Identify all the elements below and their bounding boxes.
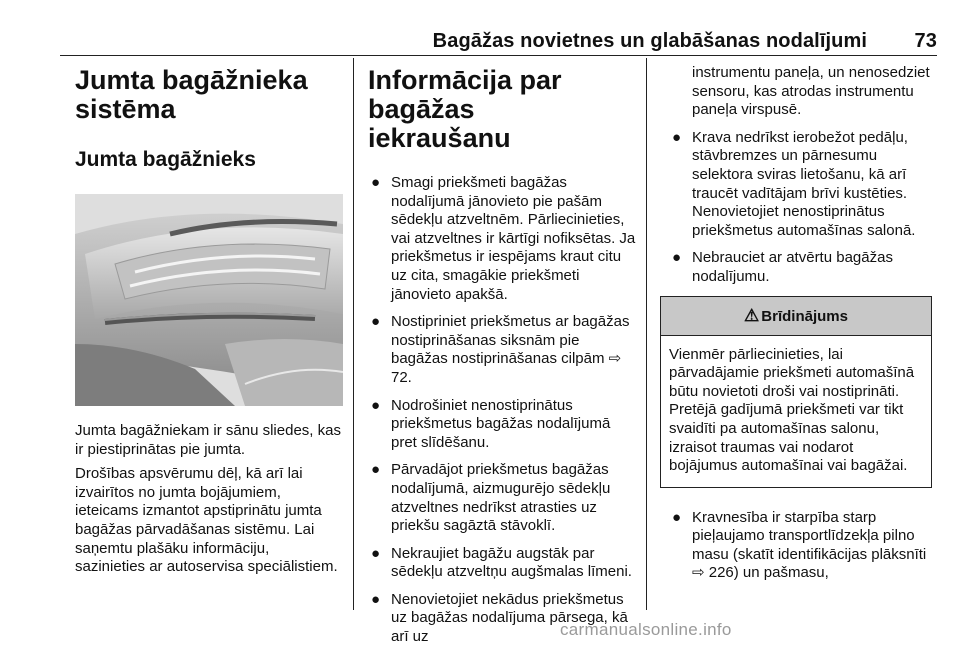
list-item-text: Nekraujiet bagāžu augstāk par sēdekļu atzveltņu augšmalas līmeni. [391,544,632,581]
list-item-text: Pārvadājot priekšmetus bagāžas nodalījumā, aizmugurējo sēdekļu atzveltnes nedrīkst atrasties uz priekšu sagāztā stāvoklī. [391,461,611,535]
roof-rack-photo [75,194,343,406]
column-2 [368,58,636,656]
warning-triangle-icon: ⚠ [744,305,760,325]
subsection-heading: Jumta bagāžnieks [75,148,256,171]
column-1 [75,58,343,577]
bullet-icon: ● [371,544,381,562]
list-item [368,397,636,453]
bullet-icon: ● [672,249,682,267]
list-item [368,545,636,582]
load-capacity-list [660,509,932,583]
warning-header [661,297,931,336]
list-item [660,509,932,583]
list-item-text: Nenovietojiet nekādus priekšmetus uz bagāžas nodalījuma pārsega, kā arī uz [391,590,628,646]
bullet-icon: ● [371,174,381,191]
list-item [660,129,932,241]
warning-text: Vienmēr pārliecinieties, lai pārvadājamie priekšmeti automašīnā būtu novietoti droši vai nostiprināti. Pretējā gadījumā priekšmeti var tikt svaidīti pa automašīnas salonu, izraisot traumas vai nodarot bojājumus automašīnai vai bagāžai. [669,345,915,475]
loading-tips-list-continued [660,64,932,287]
watermark: carmanualsonline.info [560,620,732,639]
list-item-text: instrumentu paneļa, un nenosedziet sensoru, kas atrodas instrumentu paneļa virspusē. [692,64,930,119]
heading-line: iekraušanu [368,123,511,153]
list-item-text: Smagi priekšmeti bagāžas nodalījumā jānovieto pie pašām sēdekļu atzveltnēm. Pārliecinieties, vai atzveltnes ir kārtīgi nofiksētas. Ja priekšmetus ir iespējams kraut citu uz cita, smagākie priekšmeti jānovieto apakšā. [391,174,636,303]
bullet-icon: ● [371,396,381,414]
warning-title: Brīdinājums [761,307,848,325]
bullet-icon: ● [371,461,381,479]
column-divider-2 [646,58,647,610]
list-item [368,313,636,387]
list-item-text: Krava nedrīkst ierobežot pedāļu, stāvbremzes un pārnesumu selektora sviras lietošanu, kā arī traucēt vadītājam brīvi kustēties. Nenovietojiet nenostiprinātus priekšmetus automašīnas salonā. [692,128,916,239]
list-item-continuation [660,64,932,120]
header-rule [60,55,937,56]
page-header [60,30,937,54]
column-3 [660,58,932,583]
section-heading [75,66,343,124]
paragraph: Jumta bagāžniekam ir sānu sliedes, kas ir piestiprinātas pie jumta. [75,422,341,458]
list-item-text: Kravnesība ir starpība starp pieļaujamo transportlīdzekļa pilno masu (skatīt identifikācijas plāksnīti ⇨ 226) un pašmasu, [692,508,927,582]
list-item-text: Nostipriniet priekšmetus ar bagāžas nostiprināšanas siksnām pie bagāžas nostiprināšanas cilpām ⇨ 72. [391,313,630,386]
heading-line: Jumta bagāžnieka [75,65,308,95]
running-title: Bagāžas novietnes un glabāšanas nodalījumi [432,30,867,52]
list-item-text: Nebrauciet ar atvērtu bagāžas nodalījumu. [692,249,893,285]
page-number: 73 [914,30,937,52]
bullet-icon: ● [371,590,381,608]
section-heading [368,66,636,153]
bullet-icon: ● [672,128,682,146]
heading-line: Informācija par bagāžas [368,65,562,124]
car-roof-illustration [75,194,343,406]
list-item [660,249,932,286]
bullet-icon: ● [371,313,381,331]
warning-box [660,296,932,488]
paragraph: Drošības apsvērumu dēļ, kā arī lai izvairītos no jumta bojājumiem, ieteicams izmantot apstiprinātu jumta bagāžas pārvadāšanas sistēmu. Lai saņemtu plašāku informāciju, sazinieties ar autoservisa speciālistiem. [75,465,338,576]
bullet-icon: ● [672,508,682,526]
list-item [368,461,636,535]
loading-tips-list [368,174,636,647]
list-item [368,174,636,304]
list-item-text: Nodrošiniet nenostiprinātus priekšmetus bagāžas nodalījumā pret slīdēšanu. [391,396,611,451]
heading-line: sistēma [75,94,176,124]
column-divider-1 [353,58,354,610]
